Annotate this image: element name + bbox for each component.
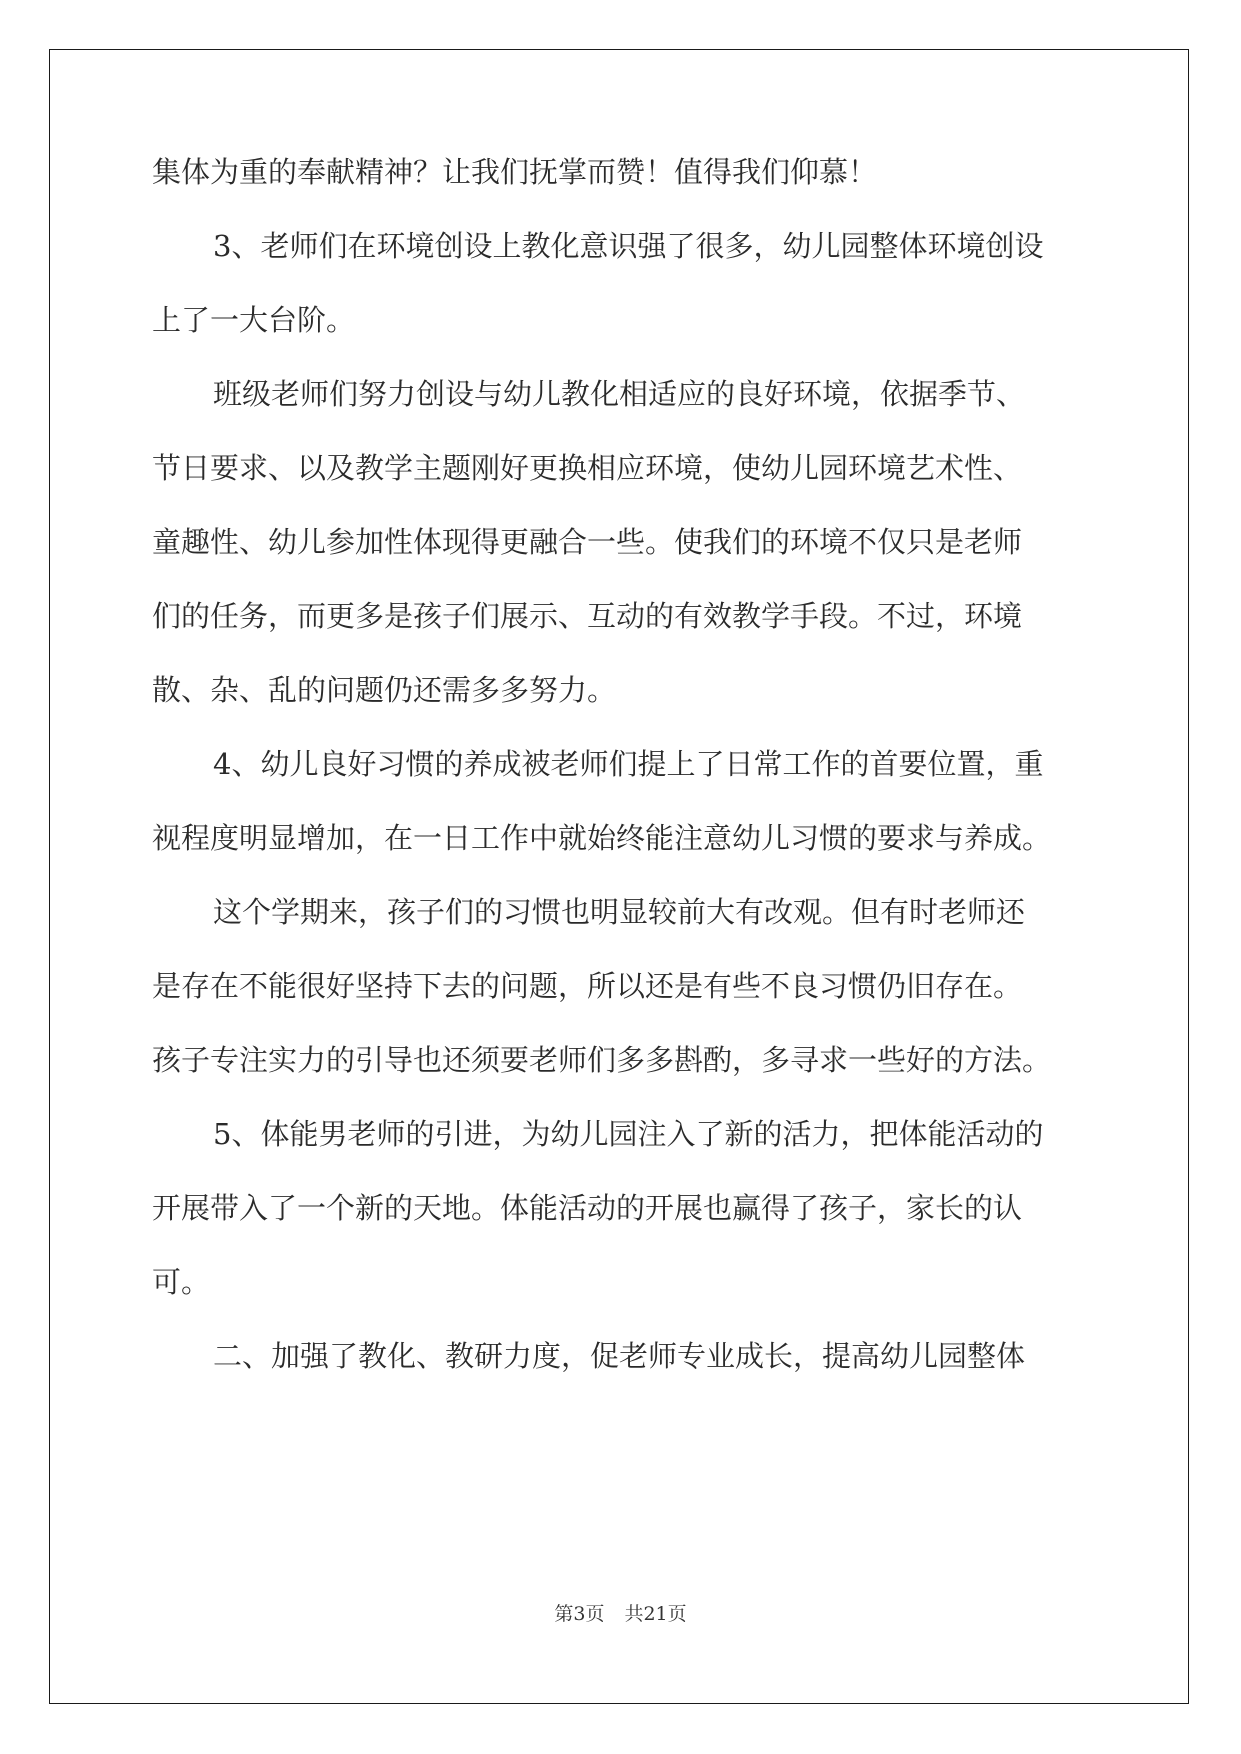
text-line-7: 们的任务，而更多是孩子们展示、互动的有效教学手段。不过，环境	[152, 599, 1023, 633]
page-number-current: 第3页	[554, 1603, 605, 1625]
text-line-5: 节日要求、以及教学主题刚好更换相应环境，使幼儿园环境艺术性、	[152, 451, 1023, 485]
text-line-2: 3、老师们在环境创设上教化意识强了很多，幼儿园整体环境创设	[213, 229, 1044, 263]
text-line-13: 孩子专注实力的引导也还须要老师们多多斟酌，多寻求一些好的方法。	[152, 1043, 1052, 1077]
text-line-14: 5、体能男老师的引进，为幼儿园注入了新的活力，把体能活动的	[213, 1117, 1044, 1151]
page-number-total: 共21页	[624, 1603, 687, 1625]
text-line-1: 集体为重的奉献精神？让我们抚掌而赞！值得我们仰慕！	[152, 155, 878, 189]
text-line-3: 上了一大台阶。	[152, 303, 356, 337]
text-line-10: 视程度明显增加，在一日工作中就始终能注意幼儿习惯的要求与养成。	[152, 821, 1052, 855]
text-line-17: 二、加强了教化、教研力度，促老师专业成长，提高幼儿园整体	[213, 1339, 1026, 1373]
page-footer	[0, 1601, 1241, 1627]
text-line-4: 班级老师们努力创设与幼儿教化相适应的良好环境，依据季节、	[213, 377, 1026, 411]
text-line-16: 可。	[152, 1265, 211, 1299]
page-border	[49, 49, 1189, 1704]
text-line-11: 这个学期来，孩子们的习惯也明显较前大有改观。但有时老师还	[213, 895, 1026, 929]
text-line-12: 是存在不能很好坚持下去的问题，所以还是有些不良习惯仍旧存在。	[152, 969, 1023, 1003]
text-line-15: 开展带入了一个新的天地。体能活动的开展也赢得了孩子，家长的认	[152, 1191, 1023, 1225]
text-line-9: 4、幼儿良好习惯的养成被老师们提上了日常工作的首要位置，重	[213, 747, 1044, 781]
text-line-6: 童趣性、幼儿参加性体现得更融合一些。使我们的环境不仅只是老师	[152, 525, 1023, 559]
text-line-8: 散、杂、乱的问题仍还需多多努力。	[152, 673, 617, 707]
